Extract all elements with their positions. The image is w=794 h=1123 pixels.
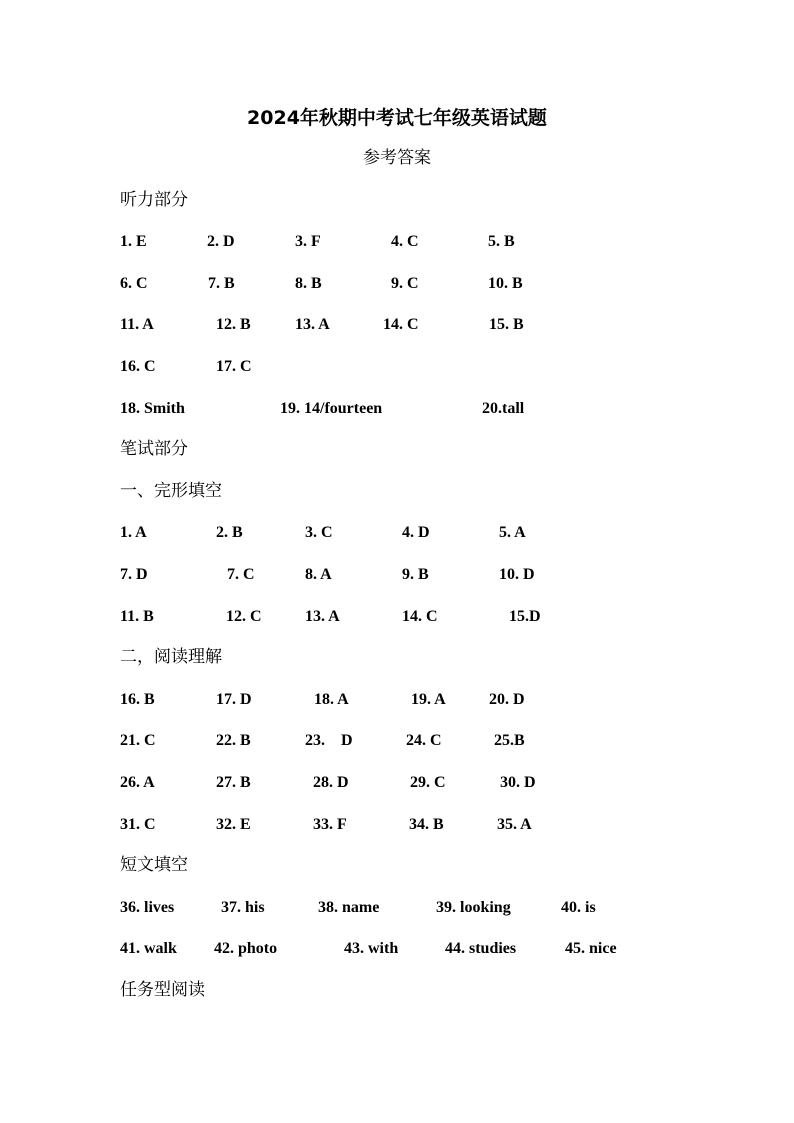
answer-item: 28. D <box>313 774 349 791</box>
answer-row-4 <box>0 355 794 379</box>
answer-row-10 <box>0 729 794 753</box>
answer-item: 5. A <box>499 524 526 541</box>
answer-item: 39. looking <box>436 899 511 916</box>
answer-item: 9. C <box>391 275 419 292</box>
answer-item: 38. name <box>318 899 380 916</box>
answer-item: 7. D <box>120 566 148 583</box>
answer-item: 11. A <box>120 316 154 333</box>
answer-item: 26. A <box>120 774 155 791</box>
answer-row-9 <box>0 688 794 712</box>
section-listening: 听力部分 <box>120 190 188 210</box>
answer-item: 16. B <box>120 691 155 708</box>
answer-item: 5. B <box>488 233 515 250</box>
answer-item: 44. studies <box>445 940 517 957</box>
answer-item: 1. A <box>120 524 147 541</box>
answer-item: 1. E <box>120 233 147 250</box>
answer-item: 18. A <box>314 691 349 708</box>
answer-item: 8. A <box>305 566 332 583</box>
answer-item: 4. C <box>391 233 419 250</box>
answer-item: 10. D <box>499 566 535 583</box>
answer-item: 20. D <box>489 691 525 708</box>
answer-item: 17. D <box>216 691 252 708</box>
answer-item: 23. D <box>305 732 353 749</box>
answer-item: 35. A <box>497 816 532 833</box>
answer-item: 14. C <box>383 316 419 333</box>
section-cloze: 一、完形填空 <box>120 481 222 501</box>
answer-item: 8. B <box>295 275 322 292</box>
answer-item: 15.D <box>509 608 541 625</box>
answer-item: 4. D <box>402 524 430 541</box>
answer-row-6 <box>0 521 794 545</box>
answer-item: 31. C <box>120 816 156 833</box>
answer-item: 17. C <box>216 358 252 375</box>
answer-item: 19. A <box>411 691 446 708</box>
answer-row-3 <box>0 313 794 337</box>
page-subtitle: 参考答案 <box>363 148 431 168</box>
answer-item: 29. C <box>410 774 446 791</box>
answer-item: 41. walk <box>120 940 177 957</box>
page-title: 2024年秋期中考试七年级英语试题 <box>247 107 547 129</box>
answer-item: 33. F <box>313 816 347 833</box>
answer-item: 18. Smith <box>120 400 185 417</box>
answer-item: 22. B <box>216 732 251 749</box>
answer-item: 11. B <box>120 608 154 625</box>
answer-item: 34. B <box>409 816 444 833</box>
answer-item: 7. C <box>227 566 255 583</box>
answer-item: 36. lives <box>120 899 175 916</box>
answer-item: 14. C <box>402 608 438 625</box>
section-reading: 二，阅读理解 <box>120 647 222 667</box>
answer-item: 24. C <box>406 732 442 749</box>
answer-item: 3. C <box>305 524 333 541</box>
answer-item: 2. D <box>207 233 235 250</box>
answer-item: 6. C <box>120 275 148 292</box>
answer-item: 10. B <box>488 275 523 292</box>
answer-item: 13. A <box>295 316 330 333</box>
answer-item: 45. nice <box>565 940 617 957</box>
answer-item: 42. photo <box>214 940 278 957</box>
answer-item: 40. is <box>561 899 596 916</box>
answer-item: 16. C <box>120 358 156 375</box>
answer-item: 20.tall <box>482 400 525 417</box>
answer-item: 19. 14/fourteen <box>280 400 383 417</box>
section-short-fill: 短文填空 <box>120 855 188 875</box>
answer-item: 9. B <box>402 566 429 583</box>
answer-row-5 <box>0 397 794 421</box>
answer-row-1 <box>0 230 794 254</box>
answer-row-2 <box>0 272 794 296</box>
answer-row-13 <box>0 896 794 920</box>
answer-item: 30. D <box>500 774 536 791</box>
answer-row-14 <box>0 937 794 961</box>
answer-item: 43. with <box>344 940 399 957</box>
answer-item: 7. B <box>208 275 235 292</box>
answer-item: 12. C <box>226 608 262 625</box>
answer-item: 12. B <box>216 316 251 333</box>
section-task-reading: 任务型阅读 <box>120 980 205 1000</box>
answer-row-8 <box>0 605 794 629</box>
answer-item: 25.B <box>494 732 525 749</box>
answer-item: 21. C <box>120 732 156 749</box>
answer-item: 27. B <box>216 774 251 791</box>
section-written: 笔试部分 <box>120 439 188 459</box>
answer-item: 37. his <box>221 899 265 916</box>
answer-item: 2. B <box>216 524 243 541</box>
answer-item: 15. B <box>489 316 524 333</box>
answer-item: 32. E <box>216 816 251 833</box>
answer-item: 13. A <box>305 608 340 625</box>
answer-row-12 <box>0 813 794 837</box>
answer-row-11 <box>0 771 794 795</box>
answer-row-7 <box>0 563 794 587</box>
answer-item: 3. F <box>295 233 321 250</box>
